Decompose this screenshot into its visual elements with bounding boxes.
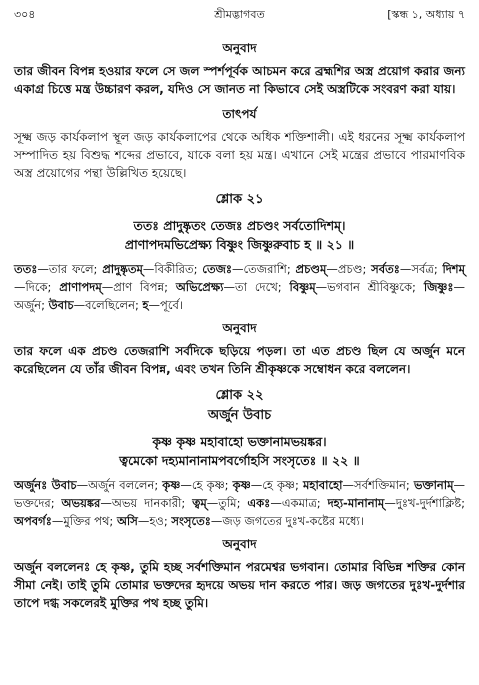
synonym-word: সর্বতঃ xyxy=(371,262,400,276)
translation-text-1: তার জীবন বিপন্ন হওয়ার ফলে সে জল স্পর্শপূর্বক আচমন করে ব্রহ্মশির অস্ত্র প্রয়োগ করার জন্য একাগ্র চিত্তে মন্ত্র উচ্চারণ করল, যদিও সে জানত না কিভাবে সেই অস্ত্রটিকে সংবরণ করা যায়। xyxy=(14,64,465,96)
synonym-word: ততঃ xyxy=(14,262,38,276)
page-number: ৩০৪ xyxy=(14,8,36,21)
synonym-meaning: —একমাত্র; xyxy=(270,496,328,510)
verse-22-translation-heading: অনুবাদ xyxy=(222,537,257,551)
synonym-meaning: —প্রচণ্ড; xyxy=(326,262,372,276)
synonym-meaning: —পূর্বে। xyxy=(148,298,183,312)
synonym-word: একঃ xyxy=(247,496,271,510)
verse-22-synonyms xyxy=(14,476,465,530)
synonym-word: কৃষ্ণ xyxy=(162,478,181,492)
synonym-word: অপবর্গঃ xyxy=(14,514,52,528)
synonym-word: মহাবাহো xyxy=(303,478,343,492)
chapter-reference: [স্কন্ধ ১, অধ্যায় ৭ xyxy=(387,8,465,21)
synonym-word: বিষ্ণুম্‌ xyxy=(289,280,316,294)
synonym-word: সংসৃতেঃ xyxy=(171,514,211,528)
synonym-meaning: —হে কৃষ্ণ; xyxy=(180,478,233,492)
synonym-meaning: —সর্বশক্তিমান; xyxy=(342,478,414,492)
verse-21-heading: শ্লোক ২১ xyxy=(215,192,264,207)
synonym-word: কৃষ্ণ xyxy=(232,478,251,492)
verse-22-subheading: অর্জুন উবাচ xyxy=(207,408,272,423)
verse-21-synonyms xyxy=(14,260,465,314)
page-header xyxy=(14,6,465,24)
verse-22-heading: শ্লোক ২২ xyxy=(215,388,264,403)
synonym-meaning: —তার ফলে; xyxy=(37,262,103,276)
synonym-word: অভয়ঙ্কর xyxy=(61,496,101,510)
verse-21-line-1: ততঃ প্রাদুষ্কৃতং তেজঃ প্রচণ্ডং সর্বতোদিশম্‌। xyxy=(133,218,346,233)
synonym-word: প্রাদুষ্কৃতম্‌ xyxy=(102,262,143,276)
synonym-meaning: —মুক্তির পথ; xyxy=(51,514,117,528)
synonym-meaning: —দিকে; xyxy=(14,280,60,294)
synonym-meaning: —প্রাণ বিপন্ন; xyxy=(101,280,176,294)
verse-21-translation: তার ফলে এক প্রচণ্ড তেজরাশি সর্বদিকে ছড়িয়ে পড়ল। তা এত প্রচণ্ড ছিল যে অর্জুন মনে করেছিলেন যে তাঁর জীবন বিপন্ন, এবং তখন তিনি শ্রীকৃষ্ণকে সম্বোধন করে বললেন। xyxy=(14,344,465,376)
synonym-word: দিশম্‌ xyxy=(442,262,465,276)
verse-22-translation: অর্জুন বললেনঃ হে কৃষ্ণ, তুমি হচ্ছ সর্বশক্তিমান পরমেশ্বর ভগবান। তোমার বিভিন্ন শক্তির কোন সীমা নেই। তাই তুমি তোমার ভক্তদের হৃদয়ে অভয় দান করতে পার। জড় জগতের দুঃখ-দুর্দশার তাপে দগ্ধ সকলেরই মুক্তির পথ হচ্ছ তুমি। xyxy=(14,560,465,610)
synonym-meaning: —বলেছিলেন; xyxy=(73,298,143,312)
synonym-word: উবাচ xyxy=(48,298,74,312)
synonym-meaning: —তা দেখে; xyxy=(223,280,290,294)
synonym-meaning: —দুঃখ-দুর্দশাক্লিষ্ট; xyxy=(384,496,465,510)
translation-heading-1: অনুবাদ xyxy=(222,41,257,55)
synonym-word: ভক্তানাম্‌ xyxy=(413,478,454,492)
page-body xyxy=(14,40,465,614)
synonym-word: তেজঃ xyxy=(202,262,232,276)
synonym-meaning: —জড় জগতের দুঃখ-কষ্টের মধ্যে। xyxy=(210,514,364,528)
purport-heading: তাৎপর্য xyxy=(222,107,257,121)
synonym-meaning: —হও; xyxy=(137,514,172,528)
synonym-word: ত্বম্‌ xyxy=(192,496,207,510)
synonym-meaning: —বিকীরিত; xyxy=(142,262,203,276)
verse-22-line-2: ত্বমেকো দহ্যমানানামপবর্গোহসি সংসৃতেঃ ॥ ২২ ॥ xyxy=(119,453,360,468)
synonym-meaning: —তুমি; xyxy=(206,496,248,510)
verse-21-translation-heading: অনুবাদ xyxy=(222,321,257,335)
synonym-meaning: —সর্বত্র; xyxy=(399,262,443,276)
purport-text: সূক্ষ্ম জড় কার্যকলাপ স্থূল জড় কার্যকলাপের থেকে অধিক শক্তিশালী। এই ধরনের সূক্ষ্ম কার্যকলাপ সম্পাদিত হয় বিশুদ্ধ শব্দের প্রভাবে, যাকে বলা হয় মন্ত্র। এখানে সেই মন্ত্রের প্রভাবে পারমাণবিক অস্ত্র প্রয়োগের পন্থা উল্লিখিত হয়েছে। xyxy=(14,130,465,180)
synonym-meaning: —অর্জুন বললেন; xyxy=(76,478,163,492)
synonym-meaning: —হে কৃষ্ণ; xyxy=(250,478,304,492)
synonym-meaning: —অভয় দানকারী; xyxy=(100,496,193,510)
running-title: শ্রীমদ্ভাগবত xyxy=(214,8,265,21)
synonym-word: অভিপ্রেক্ষ্য xyxy=(175,280,224,294)
synonym-meaning: —অর্জুন; xyxy=(14,280,466,312)
synonym-meaning: —তেজরাশি; xyxy=(232,262,296,276)
synonym-meaning: —ভগবান শ্রীবিষ্ণুকে; xyxy=(315,280,424,294)
synonym-meaning: —ভক্তদের; xyxy=(14,478,466,510)
synonym-word: দহ্য-মানানাম্‌ xyxy=(327,496,385,510)
synonym-word: প্রাণাপদম্‌ xyxy=(59,280,102,294)
synonym-word: অসি xyxy=(116,514,138,528)
synonym-word: জিষ্ণুঃ xyxy=(423,280,454,294)
synonym-word: হ xyxy=(142,298,149,312)
verse-22-line-1: কৃষ্ণ কৃষ্ণ মহাবাহো ভক্তানামভয়ঙ্কর। xyxy=(152,434,327,449)
synonym-word: অর্জুনঃ উবাচ xyxy=(14,478,77,492)
verse-21-line-2: প্রাণাপদমভিপ্রেক্ষ্য বিষ্ণুং জিষ্ণুরুবাচ হ ॥ ২১ ॥ xyxy=(124,237,355,252)
synonym-word: প্রচণ্ডম্‌ xyxy=(295,262,327,276)
